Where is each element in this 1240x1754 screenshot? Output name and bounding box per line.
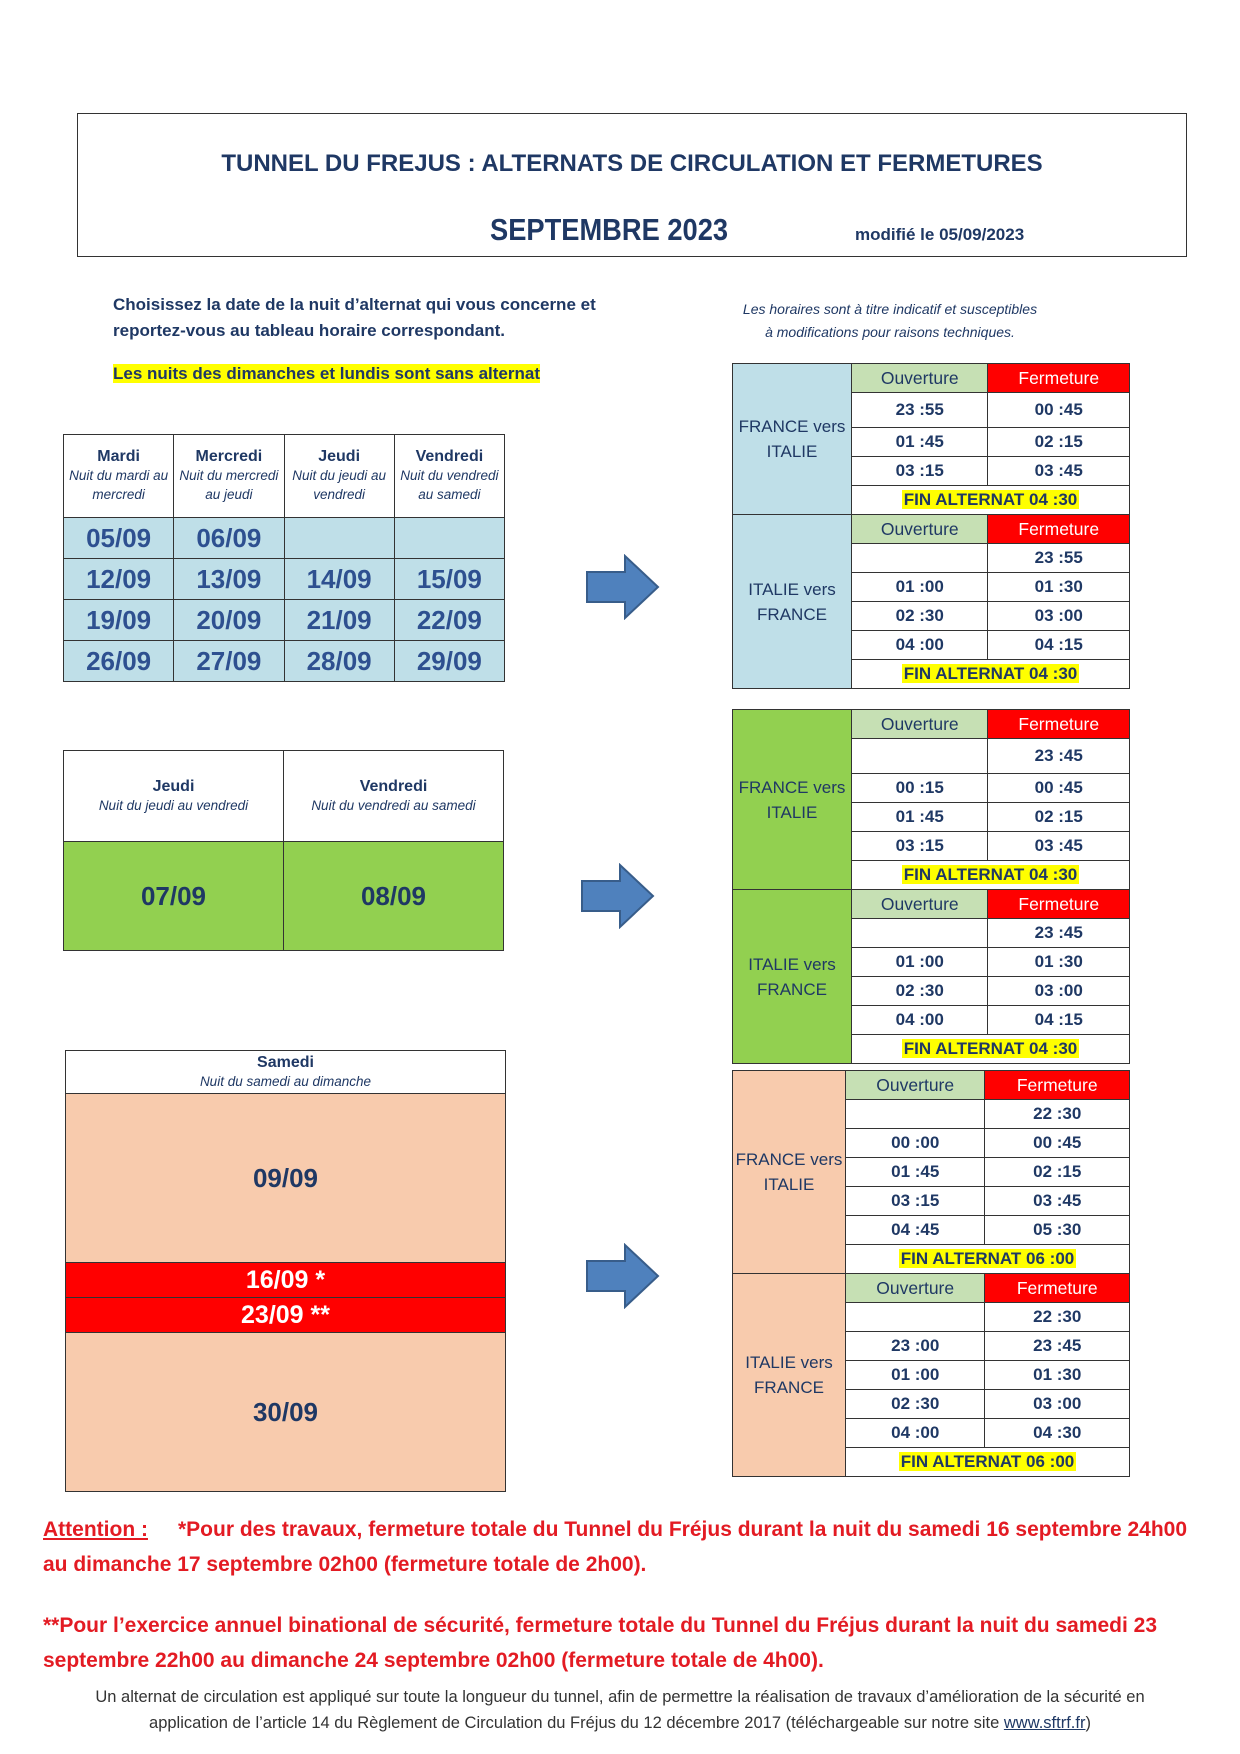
- date-cell: 09/09: [66, 1094, 506, 1263]
- time-close: 00 :45: [988, 774, 1130, 803]
- time-open: 04 :00: [852, 631, 988, 660]
- attention-text-2: **Pour l’exercice annuel binational de sécurité, fermeture totale du Tunnel du Fréjus durant la nuit du samedi 23 septembre 22h00 au dimanche 24 septembre 02h00 (fermeture totale de 4h00).: [43, 1614, 1158, 1672]
- arrow-right-icon: [580, 863, 655, 929]
- time-close: 03 :45: [988, 832, 1130, 861]
- close-header: Fermeture: [988, 364, 1130, 393]
- time-open: 23 :55: [852, 393, 988, 428]
- day-name: Samedi: [257, 1053, 314, 1071]
- time-open: 02 :30: [852, 602, 988, 631]
- time-open: 01 :45: [852, 803, 988, 832]
- time-close: 01 :30: [988, 948, 1130, 977]
- day-header-mercredi: [174, 435, 284, 518]
- direction-italie-france: ITALIE vers FRANCE: [733, 890, 852, 1064]
- direction-france-italie: FRANCE vers ITALIE: [733, 710, 852, 890]
- table-row: [64, 641, 505, 682]
- time-close: 04 :30: [985, 1419, 1130, 1448]
- date-cell-closure: 23/09 **: [66, 1298, 506, 1333]
- time-close: 03 :45: [988, 457, 1130, 486]
- date-cell: [394, 518, 504, 559]
- date-cell: 12/09: [64, 559, 174, 600]
- close-header: Fermeture: [988, 890, 1130, 919]
- time-close: 01 :30: [988, 573, 1130, 602]
- schedule-table-3: [732, 1070, 1130, 1477]
- direction-italie-france: ITALIE vers FRANCE: [733, 515, 852, 689]
- time-close: 01 :30: [985, 1361, 1130, 1390]
- direction-france-italie: FRANCE vers ITALIE: [733, 1071, 846, 1274]
- end-alternat: [846, 1245, 1130, 1274]
- time-open: [852, 739, 988, 774]
- disclaimer-line-1: Les horaires sont à titre indicatif et susceptibles: [742, 301, 1038, 317]
- footer-line-2-text: application de l’article 14 du Règlement de Circulation du Fréjus du 12 décembre 2017 (téléchargeable sur notre site: [149, 1714, 1000, 1732]
- time-open: 03 :15: [846, 1187, 985, 1216]
- end-alternat-text: FIN ALTERNAT 04 :30: [903, 664, 1078, 683]
- footer-note: [50, 1684, 1190, 1736]
- open-header: Ouverture: [852, 710, 988, 739]
- month-title: SEPTEMBRE 2023: [490, 212, 729, 247]
- end-alternat-text: FIN ALTERNAT 04 :30: [903, 865, 1078, 884]
- date-cell: 28/09: [284, 641, 394, 682]
- saturday-dates-table: [65, 1050, 506, 1492]
- open-header: Ouverture: [852, 890, 988, 919]
- date-cell: 21/09: [284, 600, 394, 641]
- close-header: Fermeture: [988, 710, 1130, 739]
- disclaimer: [730, 298, 1050, 344]
- direction-italie-france: ITALIE vers FRANCE: [733, 1274, 846, 1477]
- time-close: 03 :45: [985, 1187, 1130, 1216]
- time-close: 23 :45: [985, 1332, 1130, 1361]
- date-cell: 13/09: [174, 559, 284, 600]
- time-close: 04 :15: [988, 631, 1130, 660]
- close-header: Fermeture: [988, 515, 1130, 544]
- time-close: 05 :30: [985, 1216, 1130, 1245]
- date-cell: 05/09: [64, 518, 174, 559]
- end-alternat: [846, 1448, 1130, 1477]
- sunday-note-text: Les nuits des dimanches et lundis sont sans alternat: [113, 364, 541, 383]
- time-open: 04 :45: [846, 1216, 985, 1245]
- date-cell: 30/09: [66, 1333, 506, 1492]
- time-open: 03 :15: [852, 457, 988, 486]
- date-cell-closure: 16/09 *: [66, 1263, 506, 1298]
- day-sub: Nuit du vendredi au samedi: [400, 468, 499, 502]
- modified-date: modifié le 05/09/2023: [855, 225, 1025, 244]
- time-close: 00 :45: [988, 393, 1130, 428]
- date-cell: 07/09: [64, 842, 284, 951]
- page-title: TUNNEL DU FREJUS : ALTERNATS DE CIRCULATION ET FERMETURES: [221, 150, 1043, 177]
- date-cell: 20/09: [174, 600, 284, 641]
- date-cell: 27/09: [174, 641, 284, 682]
- table-row: [64, 518, 505, 559]
- attention-label: Attention :: [43, 1518, 148, 1541]
- day-name: Jeudi: [318, 448, 361, 465]
- end-alternat-text: FIN ALTERNAT 04 :30: [903, 1039, 1078, 1058]
- time-open: 01 :00: [846, 1361, 985, 1390]
- time-close: 22 :30: [985, 1100, 1130, 1129]
- date-cell: 26/09: [64, 641, 174, 682]
- intro-line-2: reportez-vous au tableau horaire correspondant.: [113, 321, 506, 340]
- open-header: Ouverture: [852, 364, 988, 393]
- time-close: 02 :15: [985, 1158, 1130, 1187]
- arrow-right-icon: [585, 1243, 660, 1309]
- end-alternat: [852, 861, 1130, 890]
- time-open: [852, 544, 988, 573]
- day-name: Jeudi: [152, 777, 195, 795]
- time-open: 01 :45: [852, 428, 988, 457]
- time-open: 02 :30: [846, 1390, 985, 1419]
- open-header: Ouverture: [846, 1071, 985, 1100]
- time-open: 02 :30: [852, 977, 988, 1006]
- time-close: 23 :45: [988, 919, 1130, 948]
- time-close: 23 :55: [988, 544, 1130, 573]
- day-sub: Nuit du samedi au dimanche: [199, 1073, 372, 1089]
- date-cell: [284, 518, 394, 559]
- day-name: Mercredi: [195, 448, 263, 465]
- time-close: 03 :00: [988, 602, 1130, 631]
- day-header-jeudi: [284, 435, 394, 518]
- disclaimer-line-2: à modifications pour raisons techniques.: [765, 324, 1015, 340]
- attention-text-1: *Pour des travaux, fermeture totale du Tunnel du Fréjus durant la nuit du samedi 16 septembre 24h00 au dimanche 17 septembre 02h00 (fermeture totale de 2h00).: [43, 1518, 1188, 1576]
- time-open: 01 :00: [852, 573, 988, 602]
- footer-line-2: [50, 1710, 1190, 1736]
- arrow-right-icon: [585, 554, 660, 620]
- weekday-dates-table: [63, 434, 505, 682]
- intro-line-1: Choisissez la date de la nuit d’alternat qui vous concerne et: [113, 295, 596, 314]
- end-alternat: [852, 486, 1130, 515]
- day-name: Mardi: [97, 448, 140, 465]
- time-close: 00 :45: [985, 1129, 1130, 1158]
- attention-note: [43, 1512, 1203, 1582]
- sunday-note: [113, 364, 540, 384]
- day-name: Vendredi: [415, 448, 484, 465]
- day-header-vendredi: [284, 751, 504, 842]
- time-open: 00 :00: [846, 1129, 985, 1158]
- day-sub: Nuit du jeudi au vendredi: [292, 468, 387, 502]
- date-cell: 14/09: [284, 559, 394, 600]
- close-header: Fermeture: [985, 1274, 1130, 1303]
- end-alternat-text: FIN ALTERNAT 04 :30: [903, 490, 1078, 509]
- day-sub: Nuit du vendredi au samedi: [311, 797, 476, 813]
- time-open: 01 :45: [846, 1158, 985, 1187]
- open-header: Ouverture: [846, 1274, 985, 1303]
- date-cell: 06/09: [174, 518, 284, 559]
- day-name: Vendredi: [359, 777, 428, 795]
- schedule-table-2: [732, 709, 1130, 1064]
- time-open: 04 :00: [846, 1419, 985, 1448]
- intro-text: [113, 292, 673, 344]
- table-row: [64, 842, 504, 951]
- day-sub: Nuit du mercredi au jeudi: [179, 468, 279, 502]
- day-sub: Nuit du mardi au mercredi: [69, 468, 169, 502]
- website-link[interactable]: www.sftrf.fr: [1003, 1714, 1086, 1732]
- end-alternat-text: FIN ALTERNAT 06 :00: [900, 1249, 1075, 1268]
- day-header-jeudi: [64, 751, 284, 842]
- time-close: 03 :00: [988, 977, 1130, 1006]
- open-header: Ouverture: [852, 515, 988, 544]
- time-open: 04 :00: [852, 1006, 988, 1035]
- time-open: [852, 919, 988, 948]
- end-alternat: [852, 1035, 1130, 1064]
- time-close: 22 :30: [985, 1303, 1130, 1332]
- time-close: 04 :15: [988, 1006, 1130, 1035]
- time-close: 02 :15: [988, 803, 1130, 832]
- time-open: [846, 1100, 985, 1129]
- date-cell: 22/09: [394, 600, 504, 641]
- green-dates-table: [63, 750, 504, 951]
- date-cell: 08/09: [284, 842, 504, 951]
- time-close: 02 :15: [988, 428, 1130, 457]
- day-header-mardi: [64, 435, 174, 518]
- time-open: 01 :00: [852, 948, 988, 977]
- time-close: 03 :00: [985, 1390, 1130, 1419]
- table-row: [64, 600, 505, 641]
- footer-close-paren: ): [1085, 1714, 1091, 1732]
- time-open: 03 :15: [852, 832, 988, 861]
- time-close: 23 :45: [988, 739, 1130, 774]
- time-open: [846, 1303, 985, 1332]
- day-header-vendredi: [394, 435, 504, 518]
- day-header-samedi: [66, 1051, 506, 1094]
- close-header: Fermeture: [985, 1071, 1130, 1100]
- schedule-table-1: [732, 363, 1130, 689]
- date-cell: 19/09: [64, 600, 174, 641]
- end-alternat: [852, 660, 1130, 689]
- date-cell: 15/09: [394, 559, 504, 600]
- day-sub: Nuit du jeudi au vendredi: [98, 797, 249, 813]
- direction-france-italie: FRANCE vers ITALIE: [733, 364, 852, 515]
- time-open: 00 :15: [852, 774, 988, 803]
- footer-line-1: Un alternat de circulation est appliqué sur toute la longueur du tunnel, afin de permettre la réalisation de travaux d’amélioration de la sécurité en: [95, 1688, 1145, 1706]
- attention-note-2: [43, 1608, 1203, 1674]
- date-cell: 29/09: [394, 641, 504, 682]
- table-row: [64, 559, 505, 600]
- time-open: 23 :00: [846, 1332, 985, 1361]
- end-alternat-text: FIN ALTERNAT 06 :00: [900, 1452, 1075, 1471]
